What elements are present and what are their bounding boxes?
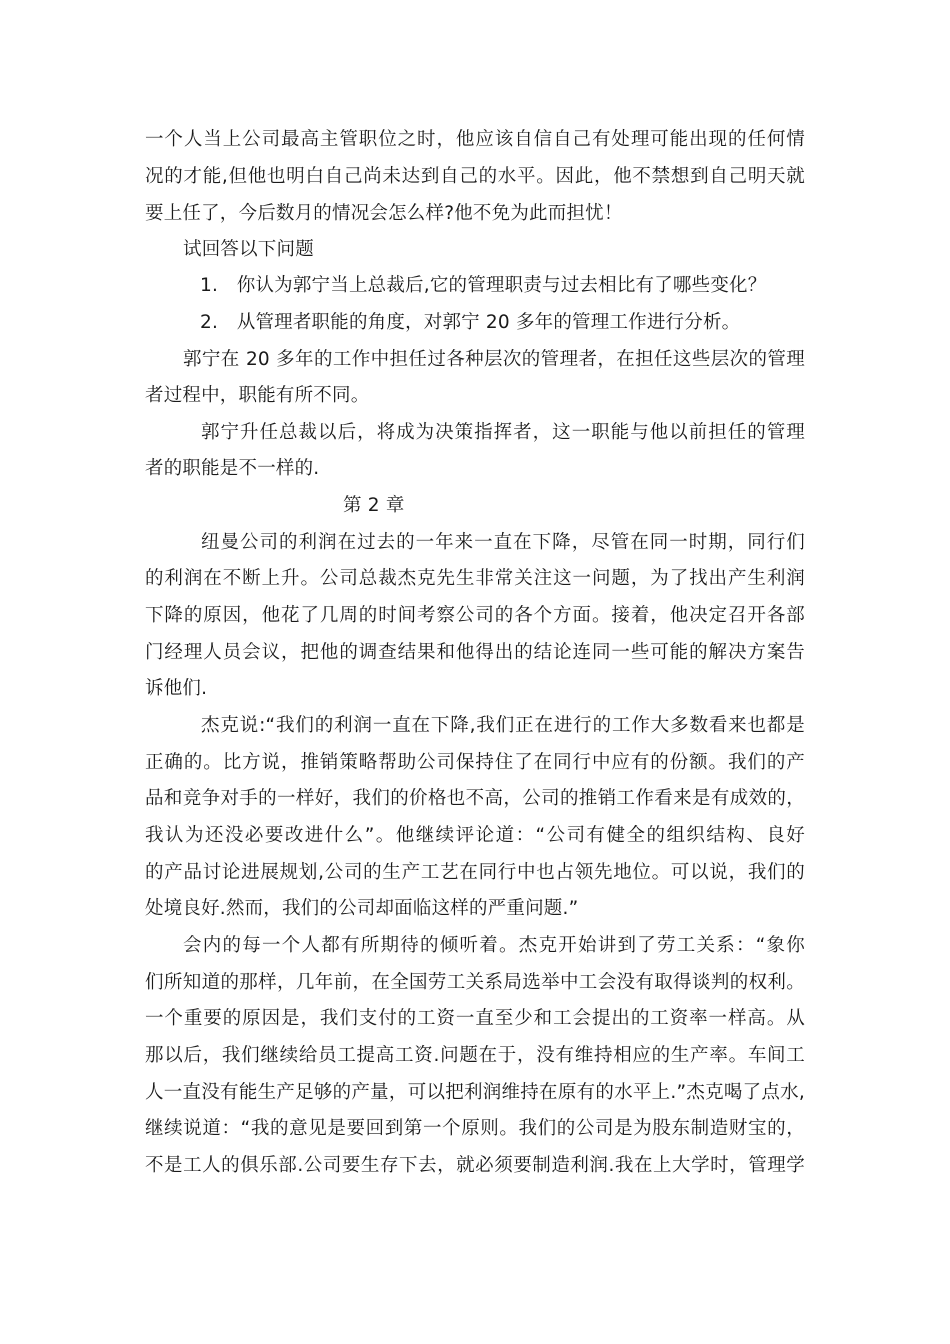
text-line: 一个人当上公司最高主管职位之时，他应该自信自己有处理可能出现的任何情 — [145, 129, 805, 150]
list-item: 1. 你认为郭宁当上总裁后,它的管理职责与过去相比有了哪些变化？ — [200, 275, 767, 296]
text-line: 要上任了，今后数月的情况会怎么样?他不免为此而担忧！ — [145, 203, 623, 224]
text-line: 者的职能是不一样的. — [145, 458, 320, 479]
text-line: 们所知道的那样，几年前，在全国劳工关系局选举中工会没有取得谈判的权利。 — [145, 972, 805, 993]
text-line: 试回答以下问题 — [183, 239, 314, 260]
text-line: 门经理人员会议，把他的调查结果和他得出的结论连同一些可能的解决方案告 — [145, 642, 805, 663]
text-line: 的产品讨论进展规划,公司的生产工艺在同行中也占领先地位。可以说，我们的 — [145, 862, 805, 883]
text-line: 我认为还没必要改进什么”。他继续评论道：“公司有健全的组织结构、良好 — [145, 825, 805, 846]
text-line: 的利润在不断上升。公司总裁杰克先生非常关注这一问题，为了找出产生利润 — [145, 568, 805, 589]
text-line: 那以后，我们继续给员工提高工资.问题在于，没有维持相应的生产率。车间工 — [145, 1045, 805, 1066]
text-line: 郭宁在 20 多年的工作中担任过各种层次的管理者，在担任这些层次的管理 — [183, 349, 805, 370]
text-line: 品和竞争对手的一样好，我们的价格也不高，公司的推销工作看来是有成效的， — [145, 788, 805, 809]
text-line: 下降的原因，他花了几周的时间考察公司的各个方面。接着，他决定召开各部 — [145, 605, 805, 626]
text-line: 况的才能,但他也明白自己尚未达到自己的水平。因此，他不禁想到自己明天就 — [145, 166, 805, 187]
text-line: 纽曼公司的利润在过去的一年来一直在下降，尽管在同一时期，同行们 — [201, 532, 805, 553]
text-line: 一个重要的原因是，我们支付的工资一直至少和工会提出的工资率一样高。从 — [145, 1008, 805, 1029]
text-line: 杰克说:“我们的利润一直在下降,我们正在进行的工作大多数看来也都是 — [201, 715, 805, 736]
text-line: 会内的每一个人都有所期待的倾听着。杰克开始讲到了劳工关系：“象你 — [183, 935, 805, 956]
text-line: 者过程中，职能有所不同。 — [145, 385, 370, 406]
chapter-heading: 第 2 章 — [343, 495, 405, 516]
list-item: 2. 从管理者职能的角度，对郭宁 20 多年的管理工作进行分析。 — [200, 312, 741, 333]
text-line: 人一直没有能生产足够的产量，可以把利润维持在原有的水平上.”杰克喝了点水, — [145, 1082, 805, 1103]
text-line: 继续说道：“我的意见是要回到第一个原则。我们的公司是为股东制造财宝的， — [145, 1118, 805, 1139]
text-line: 诉他们. — [145, 678, 208, 699]
text-line: 郭宁升任总裁以后，将成为决策指挥者，这一职能与他以前担任的管理 — [201, 422, 805, 443]
text-line: 处境良好.然而，我们的公司却面临这样的严重问题.” — [145, 898, 579, 919]
text-line: 正确的。比方说，推销策略帮助公司保持住了在同行中应有的份额。我们的产 — [145, 752, 805, 773]
text-line: 不是工人的俱乐部.公司要生存下去，就必须要制造利润.我在上大学时，管理学 — [145, 1155, 805, 1176]
